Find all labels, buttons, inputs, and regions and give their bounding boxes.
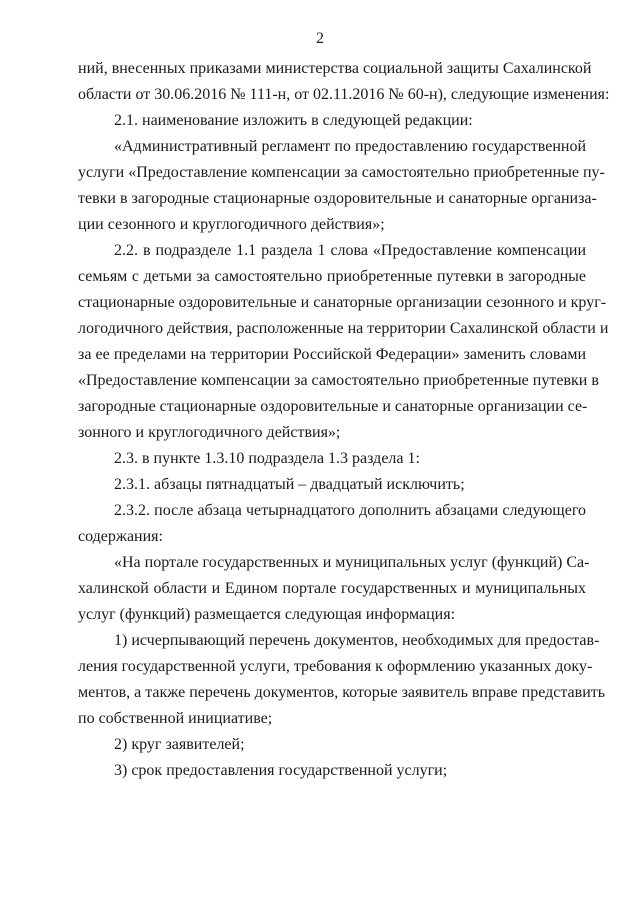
paragraph-portal-info bbox=[78, 550, 590, 628]
text-line: услуги «Предоставление компенсации за самостоятельно приобретенные пу- bbox=[78, 164, 605, 181]
paragraph-item-1 bbox=[78, 628, 606, 732]
text-line: халинской области и Едином портале государственных и муниципальных bbox=[78, 580, 586, 597]
text-line: 2.3. в пункте 1.3.10 подраздела 1.3 раздела 1: bbox=[114, 450, 420, 467]
paragraph-2-3-2 bbox=[78, 498, 586, 550]
paragraph-2-3-1 bbox=[78, 472, 586, 498]
text-line: логодичного действия, расположенные на территории Сахалинской области и bbox=[78, 320, 609, 337]
text-line: 2.2. в подразделе 1.1 раздела 1 слова «Предоставление компенсации bbox=[114, 242, 586, 259]
text-line: семьям с детьми за самостоятельно приобретенные путевки в загородные bbox=[78, 268, 586, 285]
paragraph-item-3 bbox=[78, 758, 586, 784]
text-line: стационарные оздоровительные и санаторные организации сезонного и круг- bbox=[78, 294, 607, 311]
text-line: за ее пределами на территории Российской Федерации» заменить словами bbox=[78, 346, 586, 363]
document-body bbox=[78, 56, 610, 784]
text-line: тевки в загородные стационарные оздоровительные и санаторные организа- bbox=[78, 190, 597, 207]
paragraph-2-3 bbox=[78, 446, 586, 472]
text-line: «Административный регламент по предоставлению государственной bbox=[114, 138, 586, 155]
page-number: 2 bbox=[316, 30, 324, 47]
text-line: 2.3.2. после абзаца четырнадцатого дополнить абзацами следующего bbox=[114, 502, 586, 519]
text-line: по собственной инициативе; bbox=[78, 710, 273, 727]
text-line: содержания: bbox=[78, 528, 163, 545]
text-line: ления государственной услуги, требования к оформлению указанных доку- bbox=[78, 658, 593, 675]
paragraph-2-2 bbox=[78, 238, 609, 446]
text-line: загородные стационарные оздоровительные и санаторные организации се- bbox=[78, 398, 588, 415]
text-line: ний, внесенных приказами министерства социальной защиты Сахалинской bbox=[78, 60, 592, 77]
text-line: 1) исчерпывающий перечень документов, необходимых для предостав- bbox=[114, 632, 600, 649]
text-line: 2.3.1. абзацы пятнадцатый – двадцатый исключить; bbox=[114, 476, 465, 493]
paragraph-item-2 bbox=[78, 732, 586, 758]
text-line: 3) срок предоставления государственной услуги; bbox=[114, 762, 448, 779]
text-line: «Предоставление компенсации за самостоятельно приобретенные путевки в bbox=[78, 372, 599, 389]
text-line: ментов, а также перечень документов, которые заявитель вправе представить bbox=[78, 684, 606, 701]
text-line: области от 30.06.2016 № 111-н, от 02.11.2016 № 60-н), следующие изменения: bbox=[78, 86, 610, 103]
text-line: 2) круг заявителей; bbox=[114, 736, 245, 753]
paragraph-2-1 bbox=[78, 108, 586, 134]
text-line: ции сезонного и круглогодичного действия»; bbox=[78, 216, 385, 233]
paragraph-intro-continuation bbox=[78, 56, 610, 108]
text-line: 2.1. наименование изложить в следующей редакции: bbox=[114, 112, 473, 129]
text-line: «На портале государственных и муниципальных услуг (функций) Са- bbox=[114, 554, 590, 571]
text-line: услуг (функций) размещается следующая информация: bbox=[78, 606, 456, 623]
text-line: зонного и круглогодичного действия»; bbox=[78, 424, 341, 441]
paragraph-quote-title bbox=[78, 134, 605, 238]
